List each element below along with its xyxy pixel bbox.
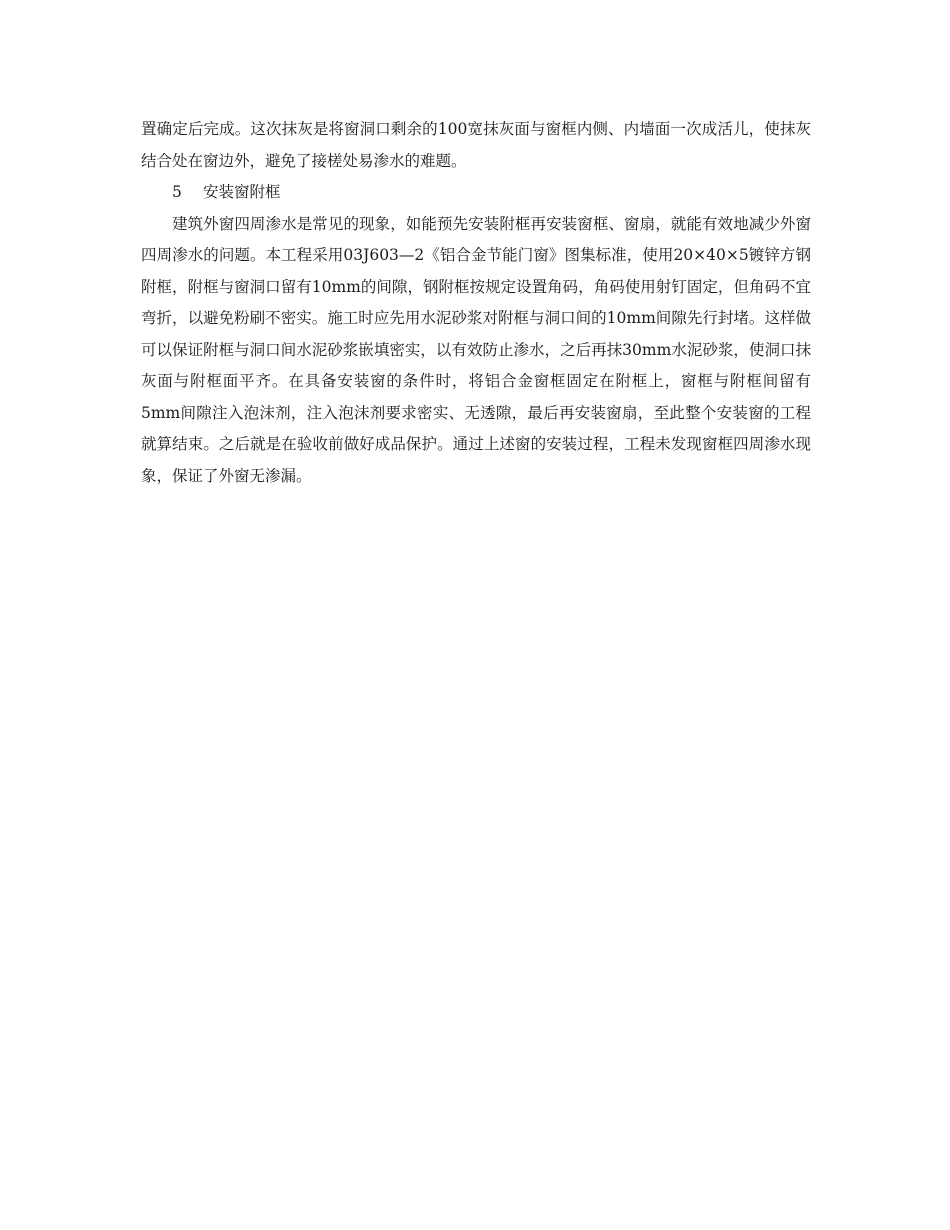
- paragraph-continuation: 置确定后完成。这次抹灰是将窗洞口剩余的100宽抹灰面与窗框内侧、内墙面一次成活儿，使抹灰结合处在窗边外，避免了接槎处易渗水的难题。: [141, 120, 811, 170]
- section-number: 5: [172, 183, 182, 201]
- document-body: [141, 114, 811, 492]
- section-heading: [141, 177, 811, 209]
- section-title: 安装窗附框: [203, 183, 281, 201]
- paragraph-body: 建筑外窗四周渗水是常见的现象，如能预先安装附框再安装窗框、窗扇，就能有效地减少外窗四周渗水的问题。本工程采用03J603—2《铝合金节能门窗》图集标准，使用20×40×5镀锌方钢附框，附框与窗洞口留有10mm的间隙，钢附框按规定设置角码，角码使用射钉固定，但角码不宜弯折，以避免粉刷不密实。施工时应先用水泥砂浆对附框与洞口间的10mm间隙先行封堵。这样做可以保证附框与洞口间水泥砂浆嵌填密实，以有效防止渗水，之后再抹30mm水泥砂浆，使洞口抹灰面与附框面平齐。在具备安装窗的条件时，将铝合金窗框固定在附框上，窗框与附框间留有5mm间隙注入泡沫剂，注入泡沫剂要求密实、无透隙，最后再安装窗扇，至此整个安装窗的工程就算结束。之后就是在验收前做好成品保护。通过上述窗的安装过程，工程未发现窗框四周渗水现象，保证了外窗无渗漏。: [141, 214, 811, 485]
